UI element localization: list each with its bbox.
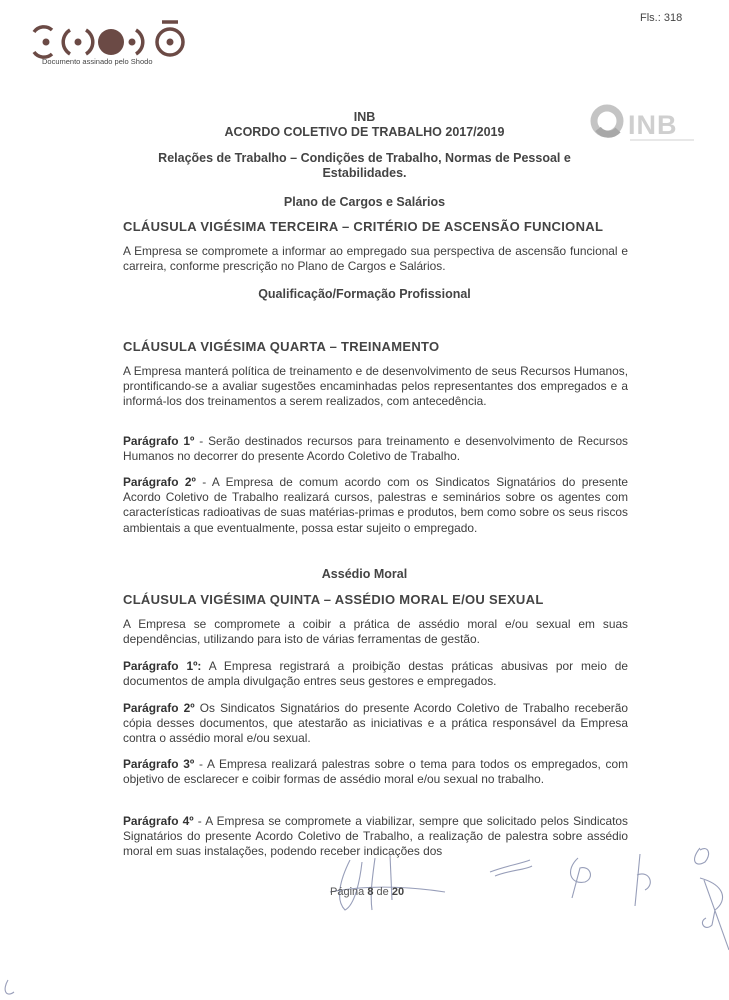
clause-25-paragraph-1 xyxy=(123,659,628,689)
paragraph-label: Parágrafo 3º xyxy=(123,757,195,771)
seal-caption: Documento assinado pelo Shodo xyxy=(42,57,153,66)
paragraph-label: Parágrafo 1º xyxy=(123,434,195,448)
page-footer xyxy=(330,886,404,898)
clause-23-title: CLÁUSULA VIGÉSIMA TERCEIRA – CRITÉRIO DE ASCENSÃO FUNCIONAL xyxy=(123,219,604,234)
clause-25-title: CLÁUSULA VIGÉSIMA QUINTA – ASSÉDIO MORAL E/OU SEXUAL xyxy=(123,592,544,607)
section-heading-plano: Plano de Cargos e Salários xyxy=(283,195,446,209)
page-stamp: Fls.: 318 xyxy=(640,12,683,24)
clause-25-paragraph-3 xyxy=(123,757,628,787)
clause-23-text: A Empresa se compromete a informar ao empregado sua perspectiva de ascensão funcional e carreira, conforme prescrição no Plano de Cargos e Salários. xyxy=(123,244,628,274)
document-subtitle xyxy=(0,151,729,181)
paragraph-text: A Empresa registrará a proibição destas práticas abusivas por meio de documentos de ampla divulgação entres seus gestores e empregados. xyxy=(123,659,628,689)
clause-24-text: A Empresa manterá política de treinamento e de desenvolvimento de seus Recursos Humanos, prontificando-se a avaliar sugestões encaminhadas pelos representantes dos empregados e a informá-los dos treinamentos a serem realizados, com antecedência. xyxy=(123,364,628,409)
paragraph-text: - A Empresa de comum acordo com os Sindicatos Signatários do presente Acordo Coletivo de Trabalho realizará cursos, palestras e seminários sobre os agentes com características radioativas de suas matérias-primas e produtos, bem como sobre os seus riscos ambientais a que eventualmente, possa estar sujeito o empregado. xyxy=(123,475,628,535)
clause-25-paragraph-2 xyxy=(123,701,628,747)
clause-25-text: A Empresa se compromete a coibir a prática de assédio moral e/ou sexual em suas dependências, utilizando para isto de várias ferramentas de gestão. xyxy=(123,617,628,647)
paragraph-label: Parágrafo 1º: xyxy=(123,659,202,673)
header-org: INB xyxy=(353,110,376,124)
section-heading-assedio: Assédio Moral xyxy=(321,567,408,581)
paragraph-text: Os Sindicatos Signatários do presente Acordo Coletivo de Trabalho receberão cópia desses documentos, que atestarão as iniciativas e a prática responsável da Empresa contra o assédio moral e/ou sexual. xyxy=(123,701,628,746)
paragraph-label: Parágrafo 2º xyxy=(123,701,195,715)
svg-text:INB: INB xyxy=(628,110,678,140)
header-title: ACORDO COLETIVO DE TRABALHO 2017/2019 xyxy=(224,125,505,139)
section-heading-qualificacao: Qualificação/Formação Profissional xyxy=(258,287,471,301)
page-label: Página xyxy=(330,886,365,898)
clause-24-title: CLÁUSULA VIGÉSIMA QUARTA – TREINAMENTO xyxy=(123,339,440,354)
subtitle-line1: Relações de Trabalho – Condições de Trabalho, Normas de Pessoal e xyxy=(158,151,571,165)
page-of: de xyxy=(376,886,389,898)
subtitle-line2: Estabilidades. xyxy=(322,166,407,180)
clause-24-paragraph-1 xyxy=(123,434,628,464)
paragraph-text: - A Empresa se compromete a viabilizar, sempre que solicitado pelos Sindicatos Signatários do presente Acordo Coletivo de Trabalho, a realização de palestra sobre assédio moral em suas instalações, podendo receber indicações dos xyxy=(123,814,628,859)
page-current: 8 xyxy=(367,886,374,898)
handwritten-signatures xyxy=(0,840,729,1000)
paragraph-label: Parágrafo 2º xyxy=(123,475,196,489)
document-header xyxy=(0,110,729,140)
paragraph-text: - Serão destinados recursos para treinamento e desenvolvimento de Recursos Humanos no decorrer do presente Acordo Coletivo de Trabalho. xyxy=(123,434,629,464)
clause-24-paragraph-2 xyxy=(123,475,628,536)
paragraph-label: Parágrafo 4º xyxy=(123,814,194,828)
page-total: 20 xyxy=(391,886,405,898)
paragraph-text: - A Empresa realizará palestras sobre o tema para todos os empregados, com objetivo de esclarecer e coibir formas de assédio moral e/ou sexual no trabalho. xyxy=(123,757,628,787)
